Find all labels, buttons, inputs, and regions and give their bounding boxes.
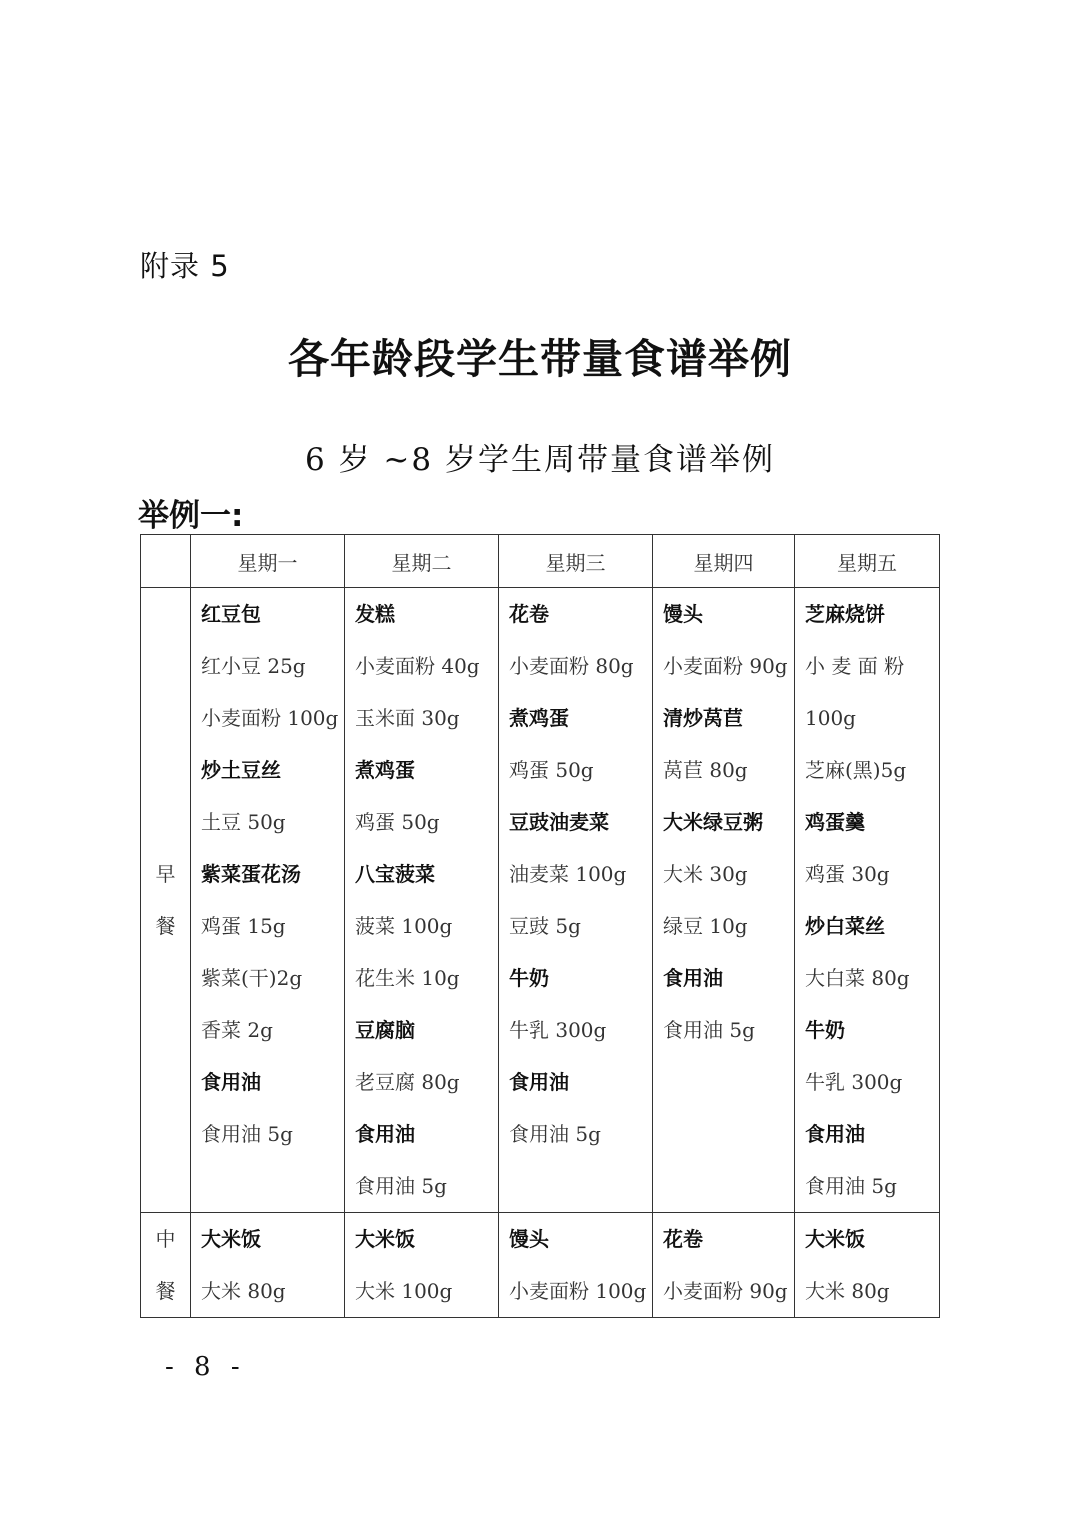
ingredient: 芝麻(黑)5g xyxy=(805,758,907,782)
ingredient: 食用油 5g xyxy=(355,1174,447,1198)
dish-name: 大米绿豆粥 xyxy=(663,810,763,834)
ingredient: 100g xyxy=(805,706,856,730)
dish-name: 食用油 xyxy=(805,1122,865,1146)
ingredient: 食用油 5g xyxy=(663,1018,755,1042)
ingredient: 小 麦 面 粉 xyxy=(805,654,905,678)
ingredient: 食用油 5g xyxy=(509,1122,601,1146)
dish-name: 煮鸡蛋 xyxy=(355,758,415,782)
dish-name: 炒土豆丝 xyxy=(201,758,281,782)
dish-name: 紫菜蛋花汤 xyxy=(201,862,301,886)
day-menu-cell xyxy=(191,1213,345,1318)
ingredient: 红小豆 25g xyxy=(201,654,306,678)
dish-name: 大米饭 xyxy=(355,1227,415,1251)
ingredient: 鸡蛋 30g xyxy=(805,862,890,886)
ingredient: 豆豉 5g xyxy=(509,914,581,938)
ingredient: 鸡蛋 15g xyxy=(201,914,286,938)
ingredient: 油麦菜 100g xyxy=(509,862,627,886)
page-subtitle: 6 岁 ~8 岁学生周带量食谱举例 xyxy=(305,442,775,478)
ingredient: 鸡蛋 50g xyxy=(509,758,594,782)
ingredient: 食用油 5g xyxy=(201,1122,293,1146)
ingredient: 小麦面粉 100g xyxy=(201,706,339,730)
dish-name: 牛奶 xyxy=(805,1018,845,1042)
ingredient: 大米 80g xyxy=(805,1279,890,1303)
meal-label-char: 中 xyxy=(155,1227,176,1251)
ingredient: 小麦面粉 40g xyxy=(355,654,480,678)
page-title: 各年龄段学生带量食谱举例 xyxy=(288,335,792,383)
dish-name: 发糕 xyxy=(355,602,395,626)
meal-label xyxy=(141,1213,191,1318)
day-menu-cell xyxy=(795,1213,940,1318)
dish-name: 馒头 xyxy=(663,602,703,626)
ingredient: 小麦面粉 100g xyxy=(509,1279,647,1303)
table-body xyxy=(141,588,940,1318)
dish-name: 馒头 xyxy=(509,1227,549,1251)
day-header: 星期五 xyxy=(795,535,940,588)
ingredient: 小麦面粉 90g xyxy=(663,654,788,678)
ingredient: 紫菜(干)2g xyxy=(201,966,303,990)
day-menu-cell xyxy=(499,588,653,1213)
dish-name: 牛奶 xyxy=(509,966,549,990)
ingredient: 食用油 5g xyxy=(805,1174,897,1198)
dish-name: 大米饭 xyxy=(805,1227,865,1251)
ingredient: 大米 100g xyxy=(355,1279,453,1303)
ingredient: 鸡蛋 50g xyxy=(355,810,440,834)
day-menu-cell xyxy=(653,1213,795,1318)
day-menu-cell xyxy=(191,588,345,1213)
ingredient: 玉米面 30g xyxy=(355,706,460,730)
table-header-row xyxy=(141,535,940,588)
dish-name: 煮鸡蛋 xyxy=(509,706,569,730)
day-menu-cell xyxy=(795,588,940,1213)
dish-name: 八宝菠菜 xyxy=(355,862,435,886)
page-number: - 8 - xyxy=(165,1352,246,1382)
ingredient: 莴苣 80g xyxy=(663,758,748,782)
day-menu-cell xyxy=(653,588,795,1213)
ingredient: 小麦面粉 90g xyxy=(663,1279,788,1303)
dish-name: 花卷 xyxy=(509,602,549,626)
dish-name: 芝麻烧饼 xyxy=(805,602,885,626)
meal-label-char: 早 xyxy=(155,862,176,886)
example-heading: 举例一: xyxy=(138,498,244,534)
appendix-label: 附录 5 xyxy=(140,249,230,283)
dish-name: 花卷 xyxy=(663,1227,703,1251)
meal-row xyxy=(141,588,940,1213)
ingredient: 土豆 50g xyxy=(201,810,286,834)
ingredient: 大米 80g xyxy=(201,1279,286,1303)
ingredient: 大米 30g xyxy=(663,862,748,886)
ingredient: 香菜 2g xyxy=(201,1018,273,1042)
recipe-table xyxy=(140,534,940,1318)
dish-name: 红豆包 xyxy=(201,602,261,626)
dish-name: 炒白菜丝 xyxy=(805,914,885,938)
day-menu-cell xyxy=(345,1213,499,1318)
meal-label-char: 餐 xyxy=(155,1279,176,1303)
day-header: 星期四 xyxy=(653,535,795,588)
ingredient: 牛乳 300g xyxy=(805,1070,903,1094)
ingredient: 花生米 10g xyxy=(355,966,460,990)
corner-cell xyxy=(141,535,191,588)
dish-name: 豆豉油麦菜 xyxy=(509,810,609,834)
day-header: 星期二 xyxy=(345,535,499,588)
dish-name: 食用油 xyxy=(663,966,723,990)
ingredient: 老豆腐 80g xyxy=(355,1070,460,1094)
dish-name: 鸡蛋羹 xyxy=(805,810,865,834)
day-header: 星期三 xyxy=(499,535,653,588)
dish-name: 食用油 xyxy=(201,1070,261,1094)
day-header: 星期一 xyxy=(191,535,345,588)
meal-row xyxy=(141,1213,940,1318)
ingredient: 绿豆 10g xyxy=(663,914,748,938)
dish-name: 食用油 xyxy=(509,1070,569,1094)
dish-name: 豆腐脑 xyxy=(355,1018,415,1042)
ingredient: 大白菜 80g xyxy=(805,966,910,990)
dish-name: 大米饭 xyxy=(201,1227,261,1251)
meal-label-char: 餐 xyxy=(155,914,176,938)
dish-name: 清炒莴苣 xyxy=(663,706,743,730)
meal-label xyxy=(141,588,191,1213)
ingredient: 牛乳 300g xyxy=(509,1018,607,1042)
ingredient: 菠菜 100g xyxy=(355,914,453,938)
ingredient: 小麦面粉 80g xyxy=(509,654,634,678)
day-menu-cell xyxy=(345,588,499,1213)
dish-name: 食用油 xyxy=(355,1122,415,1146)
day-menu-cell xyxy=(499,1213,653,1318)
